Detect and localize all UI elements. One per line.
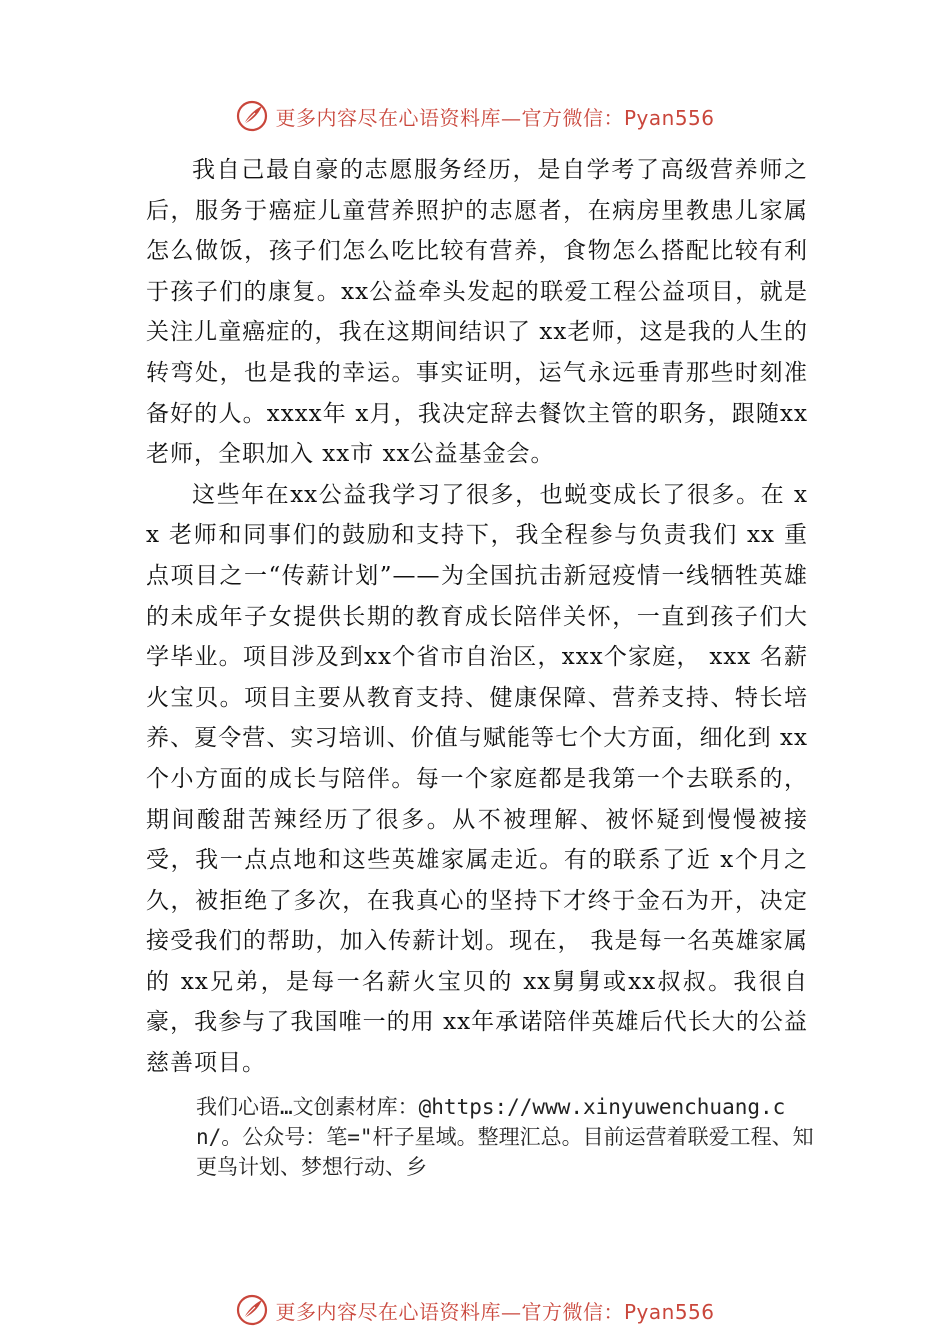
paragraph-1: 我自己最自豪的志愿服务经历，是自学考了高级营养师之后，服务于癌症儿童营养照护的志愿者，在病房里教患儿家属怎么做饭，孩子们怎么吃比较有营养，食物怎么搭配比较有利于孩子们的康复。xx公益牵头发起的联爱工程公益项目，就是关注儿童癌症的，我在这期间结识了 xx老师，这是我的人生的转弯处，也是我的幸运。事实证明，运气永远垂青那些时刻准备好的人。xxxx年 x月，我决定辞去餐饮主管的职务，跟随xx老师，全职加入 xx市 xx公益基金会。 (146, 157, 808, 468)
wechat-id: Pyan556 (623, 105, 715, 130)
banner-text: 更多内容尽在心语资料库—官方微信：Pyan556 (275, 105, 715, 130)
banner-text: 更多内容尽在心语资料库—官方微信：Pyan556 (275, 1299, 715, 1324)
feather-pen-logo-icon (235, 99, 269, 133)
footer-note: 我们心语…文创素材库：@https://www.xinyuwenchuang.cn/。公众号：笔="杆子星域。整理汇总。目前运营着联爱工程、知更鸟计划、梦想行动、乡 (196, 1095, 814, 1179)
paragraph-2: 这些年在xx公益我学习了很多，也蜕变成长了很多。在 xx 老师和同事们的鼓励和支持下，我全程参与负责我们 xx 重点项目之一“传薪计划”——为全国抗击新冠疫情一线牺牲英雄的未成年子女提供长期的教育成长陪伴关怀，一直到孩子们大学毕业。项目涉及到xx个省市自治区，xxx个家庭， xxx 名薪火宝贝。项目主要从教育支持、健康保障、营养支持、特长培养、夏令营、实习培训、价值与赋能等七个大方面，细化到 xx个小方面的成长与陪伴。每一个家庭都是我第一个去联系的，期间酸甜苦辣经历了很多。从不被理解、被怀疑到慢慢被接受，我一点点地和这些英雄家属走近。有的联系了近 x个月之久，被拒绝了多次，在我真心的坚持下才终于金石为开，决定接受我们的帮助，加入传薪计划。现在， 我是每一名英雄家属的 xx兄弟，是每一名薪火宝贝的 xx舅舅或xx叔叔。我很自豪，我参与了我国唯一的用 xx年承诺陪伴英雄后代长大的公益慈善项目。 (146, 481, 808, 1077)
feather-pen-logo-icon (235, 1293, 269, 1327)
document-body (146, 150, 808, 1084)
bottom-banner (0, 1290, 950, 1330)
top-banner (0, 96, 950, 136)
wechat-id: Pyan556 (623, 1299, 715, 1324)
